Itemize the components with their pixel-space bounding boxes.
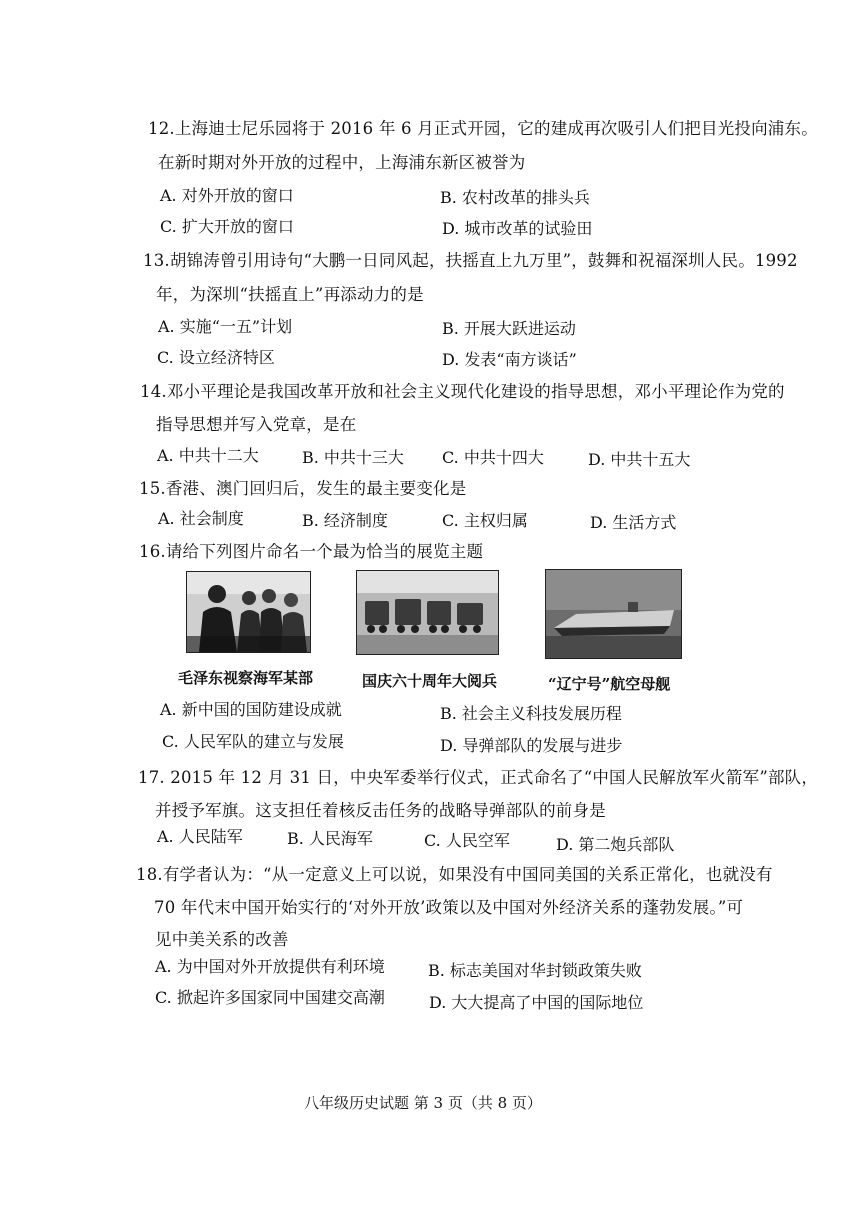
q15-stem: 15.香港、澳门回归后，发生的最主要变化是 [139, 479, 467, 498]
q17-stem-line-2: 并授予军旗。这支担任着核反击任务的战略导弹部队的前身是 [155, 801, 606, 820]
photo-1-caption: 毛泽东视察海军某部 [178, 669, 314, 687]
q12-option-c: C. 扩大开放的窗口 [160, 217, 294, 236]
q16-option-a: A. 新中国的国防建设成就 [160, 700, 342, 719]
q18-stem-line-2: 70 年代末中国开始实行的‘对外开放’政策以及中国对外经济关系的蓬勃发展。”可 [154, 898, 744, 917]
q18-option-d: D. 大大提高了中国的国际地位 [429, 993, 644, 1012]
page-footer: 八年级历史试题 第 3 页（共 8 页） [304, 1094, 542, 1112]
q17-stem-line-1: 17. 2015 年 12 月 31 日，中央军委举行仪式，正式命名了“中国人民解放军火箭军”部队， [138, 768, 819, 787]
photo-inspection-icon [186, 571, 311, 653]
q17-option-b: B. 人民海军 [287, 829, 373, 848]
photo-2-caption: 国庆六十周年大阅兵 [362, 672, 498, 690]
q18-stem-line-3: 见中美关系的改善 [155, 930, 289, 949]
q15-option-b: B. 经济制度 [302, 511, 388, 530]
q16-option-c: C. 人民军队的建立与发展 [162, 732, 344, 751]
q14-option-a: A. 中共十二大 [157, 446, 259, 465]
q14-option-d: D. 中共十五大 [588, 450, 691, 469]
q13-option-d: D. 发表“南方谈话” [442, 350, 577, 369]
q18-option-c: C. 掀起许多国家同中国建交高潮 [155, 988, 385, 1007]
q14-option-c: C. 中共十四大 [442, 448, 544, 467]
q18-option-a: A. 为中国对外开放提供有利环境 [155, 957, 385, 976]
q16-stem: 16.请给下列图片命名一个最为恰当的展览主题 [139, 542, 484, 561]
q17-option-a: A. 人民陆军 [157, 827, 243, 846]
q14-stem-line-2: 指导思想并写入党章，是在 [156, 415, 357, 434]
photo-3-caption: “辽宁号”航空母舰 [548, 675, 671, 693]
q17-option-d: D. 第二炮兵部队 [556, 835, 675, 854]
q14-option-b: B. 中共十三大 [302, 448, 404, 467]
q15-option-a: A. 社会制度 [158, 509, 244, 528]
q13-option-a: A. 实施“一五”计划 [158, 317, 293, 336]
photo-missile-parade-icon [356, 570, 499, 655]
q12-stem-line-2: 在新时期对外开放的过程中，上海浦东新区被誉为 [158, 153, 526, 172]
q12-option-a: A. 对外开放的窗口 [160, 186, 294, 205]
q12-stem-line-1: 12.上海迪士尼乐园将于 2016 年 6 月正式开园，它的建成再次吸引人们把目光投向浦东。 [148, 119, 818, 138]
q13-stem-line-2: 年，为深圳“扶摇直上”再添动力的是 [156, 285, 424, 304]
q12-option-d: D. 城市改革的试验田 [442, 219, 593, 238]
q18-option-b: B. 标志美国对华封锁政策失败 [428, 961, 642, 980]
q16-option-b: B. 社会主义科技发展历程 [440, 704, 622, 723]
q17-option-c: C. 人民空军 [424, 831, 510, 850]
q16-option-d: D. 导弹部队的发展与进步 [440, 736, 623, 755]
photo-aircraft-carrier-icon [545, 569, 682, 659]
q12-option-b: B. 农村改革的排头兵 [440, 188, 590, 207]
q13-option-c: C. 设立经济特区 [157, 348, 275, 367]
q14-stem-line-1: 14.邓小平理论是我国改革开放和社会主义现代化建设的指导思想，邓小平理论作为党的 [140, 382, 785, 401]
q13-stem-line-1: 13.胡锦涛曾引用诗句“大鹏一日同风起，扶摇直上九万里”，鼓舞和祝福深圳人民。1992 [143, 251, 798, 270]
q15-option-c: C. 主权归属 [442, 511, 528, 530]
q13-option-b: B. 开展大跃进运动 [442, 319, 576, 338]
q15-option-d: D. 生活方式 [590, 513, 677, 532]
q18-stem-line-1: 18.有学者认为：“从一定意义上可以说，如果没有中国同美国的关系正常化，也就没有 [136, 865, 773, 884]
